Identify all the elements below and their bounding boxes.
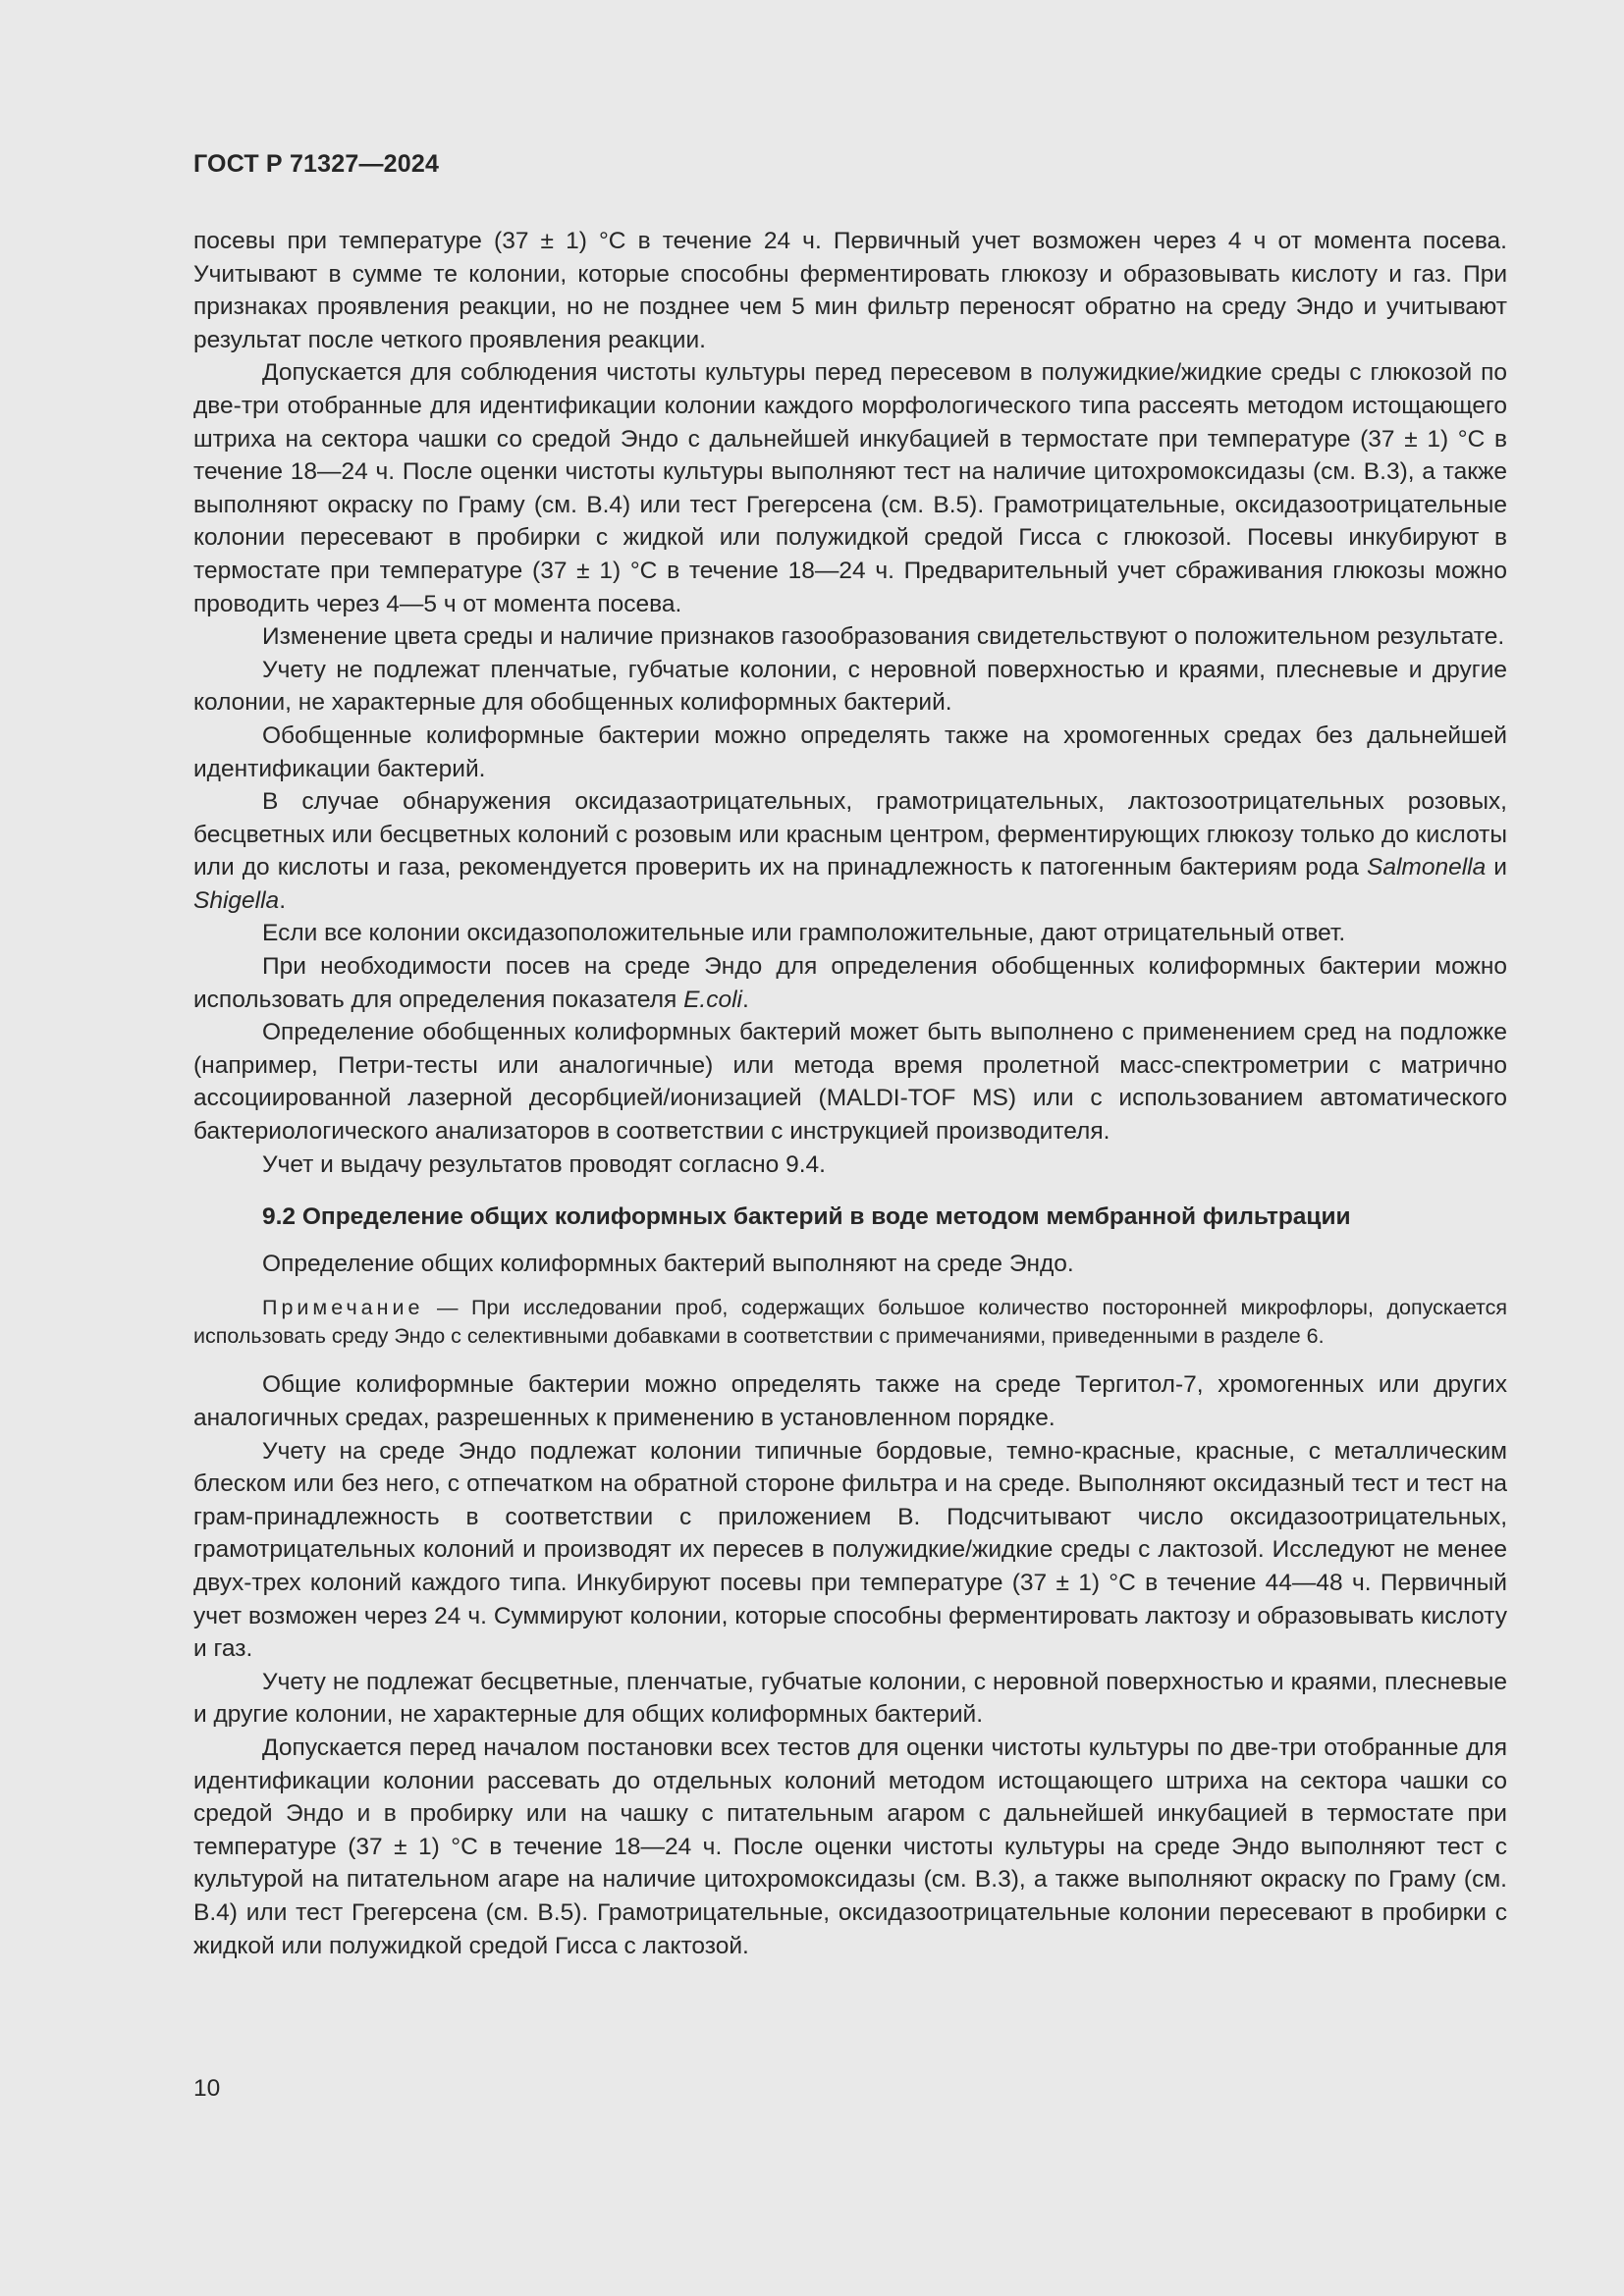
body-text	[193, 225, 1507, 1962]
paragraph: Общие колиформные бактерии можно определять также на среде Тергитол-7, хромогенных или других аналогичных средах, разрешенных к применению в установленном порядке.	[193, 1371, 1507, 1431]
paragraph: Изменение цвета среды и наличие признаков газообразования свидетельствуют о положительном результате.	[262, 623, 1505, 651]
text-run: .	[742, 986, 749, 1013]
standard-header: ГОСТ Р 71327—2024	[193, 150, 440, 178]
paragraph: Допускается для соблюдения чистоты культуры перед пересевом в полужидкие/жидкие среды с глюкозой по две-три отобранные для идентификации колонии каждого морфологического типа рассеять методом истощающего штриха на сектора чашки со средой Эндо с дальнейшей инкубацией в термостате при температуре (37 ± 1) °С в течение 18—24 ч. После оценки чистоты культуры выполняют тест на наличие цитохромоксидазы (см. В.3), а также выполняют окраску по Граму (см. В.4) или тест Грегерсена (см. В.5). Грамотрицательные, оксидазоотрицательные колонии пересевают в пробирки с жидкой или полужидкой средой Гисса с глюкозой. Посевы инкубируют в термостате при температуре (37 ± 1) °С в течение 18—24 ч. Предварительный учет сбраживания глюкозы можно проводить через 4—5 ч от момента посева.	[193, 359, 1507, 617]
note	[193, 1294, 1507, 1351]
paragraph	[193, 785, 1507, 917]
species-name: E.coli	[683, 986, 743, 1013]
paragraph	[193, 950, 1507, 1016]
paragraph: Определение общих колиформных бактерий выполняют на среде Эндо.	[262, 1250, 1074, 1277]
paragraph: Обобщенные колиформные бактерии можно определять также на хромогенных средах без дальнейшей идентификации бактерий.	[193, 721, 1507, 782]
paragraph: Учет и выдачу результатов проводят согласно 9.4.	[262, 1150, 826, 1178]
page-number: 10	[193, 2075, 221, 2102]
paragraph: Учету не подлежат пленчатые, губчатые колонии, с неровной поверхностью и краями, плесневые и другие колонии, не характерные для обобщенных колиформных бактерий.	[193, 656, 1507, 717]
text-run: .	[279, 886, 286, 914]
paragraph: Если все колонии оксидазоположительные или грамположительные, дают отрицательный ответ.	[262, 920, 1346, 947]
note-text: — При исследовании проб, содержащих большое количество посторонней микрофлоры, допускается использовать среду Эндо с селективными добавками в соответствии с примечаниями, приведенными в разделе 6.	[193, 1296, 1507, 1349]
note-label: Примечание	[262, 1296, 424, 1320]
paragraph: Учету не подлежат бесцветные, пленчатые, губчатые колонии, с неровной поверхностью и краями, плесневые и другие колонии, не характерные для общих колиформных бактерий.	[193, 1668, 1507, 1729]
text-run: При необходимости посев на среде Эндо для определения обобщенных колиформных бактерии можно использовать для определения показателя	[193, 953, 1507, 1013]
genus-name: Salmonella	[1367, 854, 1487, 881]
paragraph: Учету на среде Эндо подлежат колонии типичные бордовые, темно-красные, красные, с металлическим блеском или без него, с отпечатком на обратной стороне фильтра и на среде. Выполняют оксидазный тест и тест на грам-принадлежность в соответствии с приложением В. Подсчитывают число оксидазоотрицательных, грамотрицательных колоний и производят их пересев в полужидкие/жидкие среды с лактозой. Исследуют не менее двух-трех колоний каждого типа. Инкубируют посевы при температуре (37 ± 1) °С в течение 44—48 ч. Первичный учет возможен через 24 ч. Суммируют колонии, которые способны ферментировать лактозу и образовывать кислоту и газ.	[193, 1437, 1507, 1663]
paragraph: посевы при температуре (37 ± 1) °С в течение 24 ч. Первичный учет возможен через 4 ч от момента посева. Учитывают в сумме те колонии, которые способны ферментировать глюкозу и образовывать кислоту и газ. При признаках проявления реакции, но не позднее чем 5 мин фильтр переносят обратно на среду Эндо и учитывают результат после четкого проявления реакции.	[193, 228, 1507, 353]
paragraph: Допускается перед началом постановки всех тестов для оценки чистоты культуры по две-три отобранные для идентификации колонии рассевать до отдельных колоний методом истощающего штриха на сектора чашки со средой Эндо и в пробирку или на чашку с питательным агаром с дальнейшей инкубацией в термостате при температуре (37 ± 1) °С в течение 18—24 ч. После оценки чистоты культуры на среде Эндо выполняют тест с культурой на питательном агаре на наличие цитохромоксидазы (см. В.3), а также выполняют окраску по Граму (см. В.4) или тест Грегерсена (см. В.5). Грамотрицательные, оксидазоотрицательные колонии пересевают в пробирки с жидкой или полужидкой средой Гисса с лактозой.	[193, 1734, 1507, 1959]
section-heading: 9.2 Определение общих колиформных бактерий в воде методом мембранной фильтрации	[262, 1203, 1351, 1231]
text-run: В случае обнаружения оксидазаотрицательных, грамотрицательных, лактозоотрицательных розовых, бесцветных или бесцветных колоний с розовым или красным центром, ферментирующих глюкозу только до кислоты или до кислоты и газа, рекомендуется проверить их на принадлежность к патогенным бактериям рода	[193, 788, 1507, 881]
paragraph: Определение обобщенных колиформных бактерий может быть выполнено с применением сред на подложке (например, Петри-тесты или аналогичные) или метода время пролетной масс-спектрометрии с матрично ассоциированной лазерной десорбцией/ионизацией (MALDI-TOF MS) или с использованием автоматического бактериологического анализаторов в соответствии с инструкцией производителя.	[193, 1019, 1507, 1146]
text-run: и	[1486, 854, 1507, 881]
genus-name: Shigella	[193, 886, 280, 914]
